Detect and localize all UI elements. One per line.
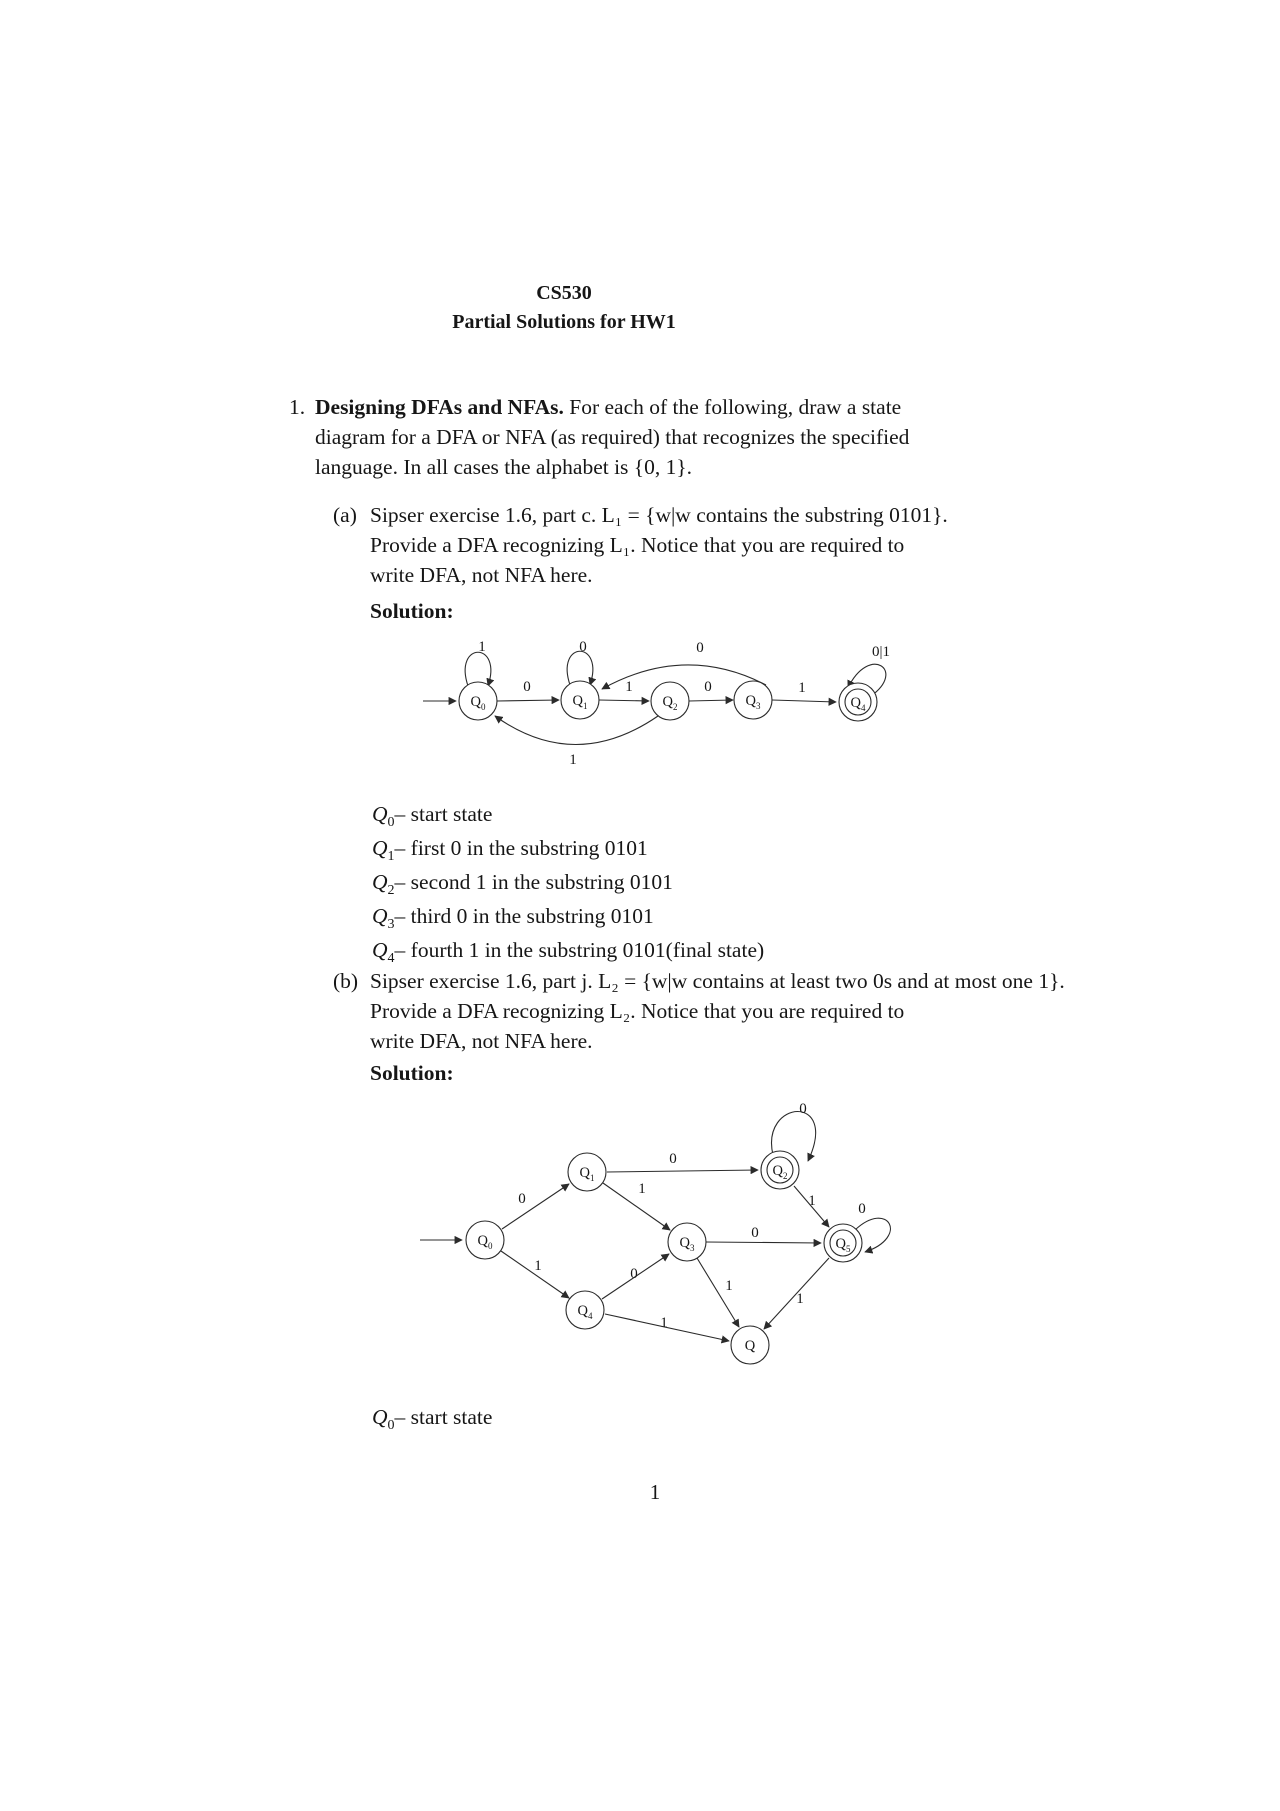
svg-text:Q1: $Q_1$: [579, 1165, 595, 1183]
dfa1-label-q3-q4: 1: [798, 680, 806, 696]
dfa2-state-q5-final: [824, 1224, 862, 1262]
part-b-label: (b): [333, 969, 359, 993]
part-b-line3: write DFA, not NFA here.: [370, 1029, 593, 1053]
dfa2-label-q0-q1: 0: [518, 1191, 526, 1207]
svg-text:Q5: $Q_5$: [835, 1236, 851, 1254]
dfa2-state-q4: [566, 1291, 604, 1329]
dfa1-edge-q2-q3: [689, 700, 733, 701]
dfa1-state-q3: [734, 681, 772, 719]
dfa1-label-loop-q1: 0: [579, 639, 587, 655]
state-note: $Q_2-$ second 1 in the substring 0101: [372, 870, 673, 898]
svg-text:Q2: $Q_2$: [662, 694, 678, 712]
dfa1-label-loop-q4: 0|1: [871, 644, 891, 660]
dfa2-state-qdead: [731, 1326, 769, 1364]
part-a-line3: write DFA, not NFA here.: [370, 563, 593, 587]
part-a-line1: Sipser exercise 1.6, part c. L₁ = {w|w contains the substring 0101}.: [370, 503, 948, 527]
problem-intro-line1: [315, 392, 1025, 422]
problem-intro-line3: language. In all cases the alphabet is {0, 1}.: [315, 455, 693, 479]
svg-text:Q4: $Q_4$: [850, 695, 866, 713]
page-number: 1: [649, 1480, 661, 1504]
dfa2-label-q3-q5: 0: [751, 1225, 759, 1241]
problem-intro-line1-rest: For each of the following, draw a state: [563, 395, 902, 419]
state-note: $Q_3-$ third 0 in the substring 0101: [372, 904, 654, 932]
dfa2-state-diagram: [410, 1085, 930, 1385]
dfa2-edge-q3-q5: [706, 1242, 821, 1243]
dfa2-label-q2-q5: 1: [808, 1193, 816, 1209]
dfa2-label-q4-qdead: 1: [660, 1315, 668, 1331]
dfa2-label-q1-q2: 0: [669, 1151, 677, 1167]
dfa2-label-q3-qdead: 1: [725, 1278, 733, 1294]
part-a-line2: Provide a DFA recognizing L₁. Notice that you are required to: [370, 533, 905, 557]
doc-subtitle: Partial Solutions for HW1: [452, 311, 676, 333]
dfa2-state-q0: [466, 1221, 504, 1259]
dfa2-label-q1-q3: 1: [638, 1181, 646, 1197]
svg-text:Q3: $Q_3$: [745, 693, 761, 711]
part-b-solution-label: Solution:: [370, 1061, 454, 1085]
dfa1-state-q0: [459, 682, 497, 720]
dfa1-label-loop-q0: 1: [478, 639, 486, 655]
dfa2-state-q2-final: [761, 1151, 799, 1189]
part-b-line2: Provide a DFA recognizing L₂. Notice that you are required to: [370, 999, 905, 1023]
dfa1-label-q2-q3: 0: [704, 679, 712, 695]
dfa1-edge-q0-q1: [497, 700, 559, 701]
state-note: $Q_1-$ first 0 in the substring 0101: [372, 836, 648, 864]
course-code: CS530: [536, 282, 592, 304]
dfa2-state-q1: [568, 1153, 606, 1191]
dfa1-label-q2-q0: 1: [569, 752, 577, 768]
svg-text:Q: Q: [744, 1338, 756, 1354]
problem-intro: [315, 392, 1025, 482]
problem-heading: Designing DFAs and NFAs.: [315, 395, 564, 419]
dfa1-label-q0-q1: 0: [523, 679, 531, 695]
dfa1-state-q1: [561, 681, 599, 719]
state-note: $Q_0-$ start state: [372, 1405, 493, 1433]
dfa1-label-q3-q1: 0: [696, 640, 704, 656]
dfa2-label-loop-q2: 0: [799, 1101, 807, 1117]
dfa1-edge-q1-q2: [599, 700, 649, 701]
state-note: $Q_4-$ fourth 1 in the substring 0101(final state): [372, 938, 765, 966]
state-note: $Q_0-$ start state: [372, 802, 493, 830]
dfa2-label-loop-q5: 0: [858, 1201, 866, 1217]
dfa2-state-q3: [668, 1223, 706, 1261]
dfa1-state-diagram: [415, 628, 915, 778]
svg-text:Q2: $Q_2$: [772, 1163, 788, 1181]
dfa1-state-q4-final: [839, 683, 877, 721]
dfa2-label-q4-q3: 0: [630, 1266, 638, 1282]
part-a-solution-label: Solution:: [370, 599, 454, 623]
dfa1-state-q2: [651, 682, 689, 720]
dfa1-edge-q2-q0: [495, 716, 658, 745]
svg-text:Q1: $Q_1$: [572, 693, 588, 711]
part-b-state-notes: [372, 1400, 492, 1434]
dfa1-loop-q0: [465, 652, 491, 686]
part-a-text: [370, 500, 1070, 590]
part-a-state-notes: [372, 797, 764, 967]
title-block: [0, 279, 1128, 337]
svg-text:Q0: $Q_0$: [470, 694, 486, 712]
svg-text:Q0: $Q_0$: [477, 1233, 493, 1251]
problem-number: 1.: [289, 395, 306, 419]
dfa1-label-q1-q2: 1: [625, 679, 633, 695]
dfa1-edge-q3-q4: [772, 700, 836, 702]
part-b-text: [370, 966, 1090, 1056]
dfa2-label-q0-q4: 1: [534, 1258, 542, 1274]
dfa2-label-q5-qdead: 1: [796, 1291, 804, 1307]
dfa1-loop-q1: [567, 651, 593, 685]
problem-intro-line2: diagram for a DFA or NFA (as required) that recognizes the specified: [315, 425, 910, 449]
part-b-line1: Sipser exercise 1.6, part j. L₂ = {w|w contains at least two 0s and at most one 1}.: [370, 969, 1065, 993]
svg-text:Q3: $Q_3$: [679, 1235, 695, 1253]
part-a-label: (a): [333, 503, 357, 527]
dfa2-edge-q1-q3: [603, 1183, 670, 1230]
dfa2-edge-q0-q1: [502, 1184, 569, 1229]
dfa2-edge-q1-q2: [607, 1170, 758, 1172]
svg-text:Q4: $Q_4$: [577, 1303, 593, 1321]
